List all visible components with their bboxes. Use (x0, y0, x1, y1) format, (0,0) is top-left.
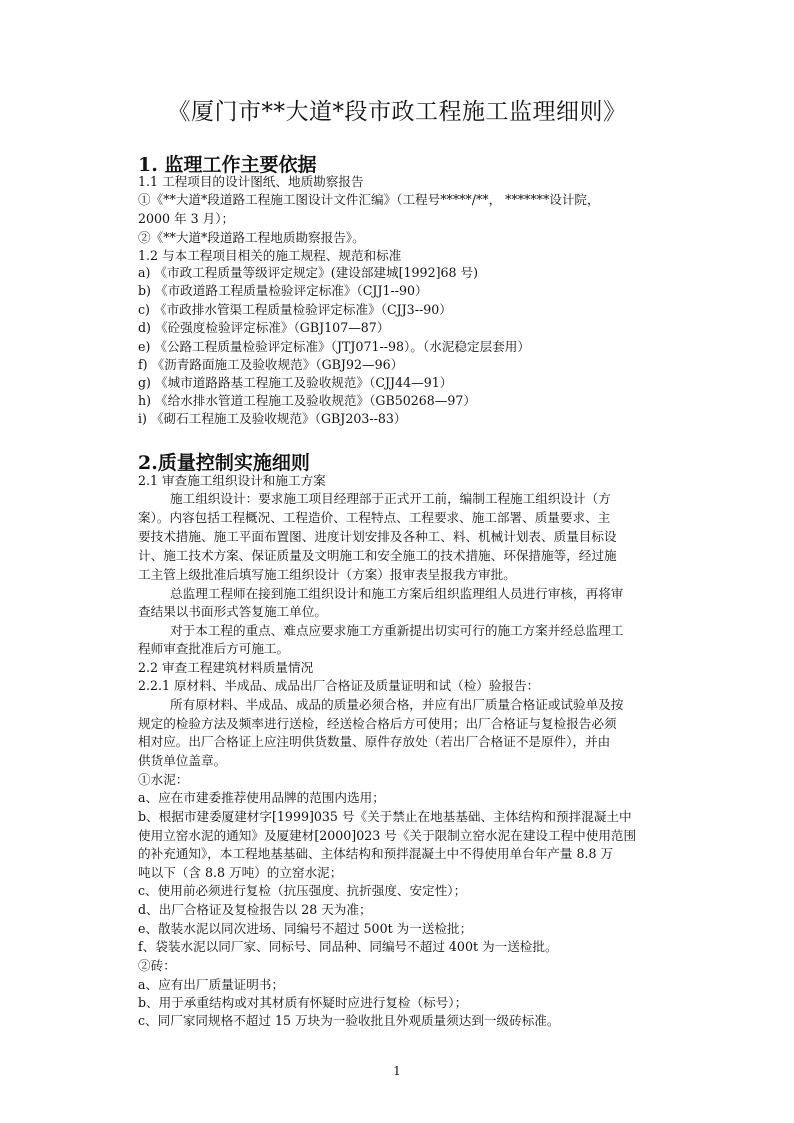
list-item: h) 《给水排水管道工程施工及验收规范》（GB50268—97） (138, 393, 477, 408)
text-line: b、根据市建委厦建材字[1999]035 号《关于禁止在地基基础、主体结构和预拌混凝土中 (138, 809, 632, 824)
text-line: a、应在市建委推荐使用品牌的范围内选用； (138, 790, 385, 805)
text-line: 计、施工技术方案、保证质量及文明施工和安全施工的技术措施、环保措施等，经过施 (138, 548, 617, 563)
text-line: 2.2.1 原材料、半成品、成品出厂合格证及质量证明和试（检）验报告： (138, 678, 540, 693)
section-heading-2: 2.质量控制实施细则 (138, 452, 310, 474)
text-line: 程师审查批准后方可施工。 (138, 641, 290, 656)
text-line: 相对应。出厂合格证上应注明供货数量、原件存放处（若出厂合格证不是原件），并由 (138, 734, 611, 749)
text-line: 对于本工程的重点、难点应要求施工方重新提出切实可行的施工方案并经总监理工 (170, 623, 624, 638)
list-item: e) 《公路工程质量检验评定标准》（JTJ071--98）。（水泥稳定层套用） (138, 339, 530, 354)
text-line: 规定的检验方法及频率进行送检，经送检合格后方可使用；出厂合格证与复检报告必须 (138, 716, 617, 731)
text-line: 供货单位盖章。 (138, 753, 227, 768)
text-line: ①水泥： (138, 772, 189, 787)
text-line: 所有原材料、半成品、成品的质量必须合格，并应有出厂质量合格证或试验单及按 (170, 697, 624, 712)
text-line: c、使用前必须进行复检（抗压强度、抗折强度、安定性）； (138, 883, 467, 898)
text-line: c、同厂家同规格不超过 15 万块为一验收批且外观质量须达到一级砖标准。 (138, 1013, 560, 1028)
text-line: a、应有出厂质量证明书； (138, 977, 285, 992)
text-line: 2000 年 3 月）； (138, 211, 235, 226)
text-line: 1.2 与本工程项目相关的施工规程、规范和标准 (138, 248, 402, 263)
list-item: b) 《市政道路工程质量检验评定标准》（CJJ1--90） (138, 283, 428, 298)
page-number: 1 (393, 1064, 401, 1078)
text-line: e、散装水泥以同次进场、同编号不超过 500t 为一送检批； (138, 921, 473, 936)
text-line: 工主管上级批准后填写施工组织设计（方案）报审表呈报我方审批。 (138, 567, 516, 582)
text-line: 吨以下（含 8.8 万吨）的立窑水泥； (138, 865, 343, 880)
text-line: 2.1 审查施工组织设计和施工方案 (138, 473, 326, 488)
text-line: 查结果以书面形式答复施工单位。 (138, 604, 327, 619)
text-line: 施工组织设计：要求施工项目经理部于正式开工前，编制工程施工组织设计（方 (170, 491, 611, 506)
list-item: d) 《砼强度检验评定标准》（GBJ107—87） (138, 320, 390, 335)
text-line: 的补充通知》，本工程地基基础、主体结构和预拌混凝土中不得使用单台年产量 8.8 万 (138, 846, 614, 861)
section-heading-1: 1. 监理工作主要依据 (138, 154, 317, 176)
text-line: 总监理工程师在接到施工组织设计和施工方案后组织监理组人员进行审核，再将审 (170, 586, 624, 601)
text-line: ①《**大道*段道路工程施工图设计文件汇编》（工程号*****/**， *******设计院， (138, 192, 600, 207)
text-line: ②《**大道*段道路工程地质勘察报告》。 (138, 230, 365, 245)
list-item: i) 《砌石工程施工及验收规范》（GBJ203--83） (138, 411, 407, 426)
text-line: 要技术措施、施工平面布置图、进度计划安排及各种工、料、机械计划表、质量目标设 (138, 529, 617, 544)
list-item: c) 《市政排水管渠工程质量检验评定标准》（CJJ3--90） (138, 302, 452, 317)
list-item: g) 《城市道路路基工程施工及验收规范》（CJJ44—91） (138, 375, 453, 390)
text-line: 2.2 审查工程建筑材料质量情况 (138, 660, 314, 675)
text-line: 案）。内容包括工程概况、工程造价、工程特点、工程要求、施工部署、质量要求、主 (138, 510, 611, 525)
text-line: b、用于承重结构或对其材质有怀疑时应进行复检（标号）； (138, 995, 468, 1010)
text-line: ②砖： (138, 958, 176, 973)
text-line: 使用立窑水泥的通知》及厦建材[2000]023 号《关于限制立窑水泥在建设工程中使用范围 (138, 828, 637, 843)
list-item: f) 《沥青路面施工及验收规范》（GBJ92—96） (138, 357, 404, 372)
text-line: d、出厂合格证及复检报告以 28 天为准； (138, 902, 372, 917)
text-line: f、袋装水泥以同厂家、同标号、同品种、同编号不超过 400t 为一送检批。 (138, 939, 558, 954)
list-item: a) 《市政工程质量等级评定规定》(建设部建城[1992]68 号) (138, 265, 479, 280)
document-title: 《厦门市**大道*段市政工程施工监理细则》 (167, 99, 627, 125)
text-line: 1.1 工程项目的设计图纸、地质勘察报告 (138, 174, 364, 189)
